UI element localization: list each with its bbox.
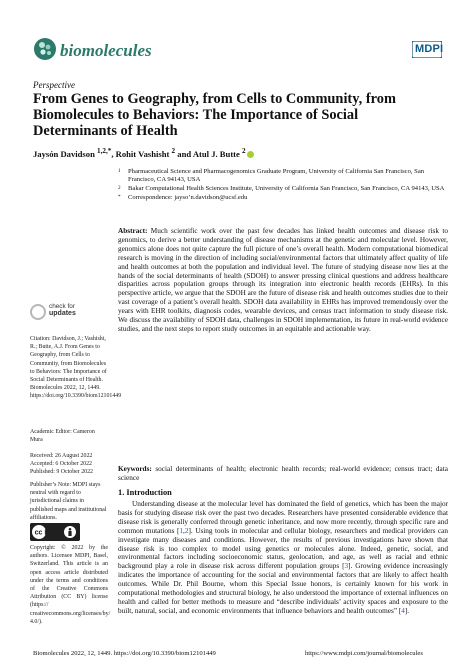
published-date: Published: 9 October 2022 bbox=[30, 469, 93, 476]
mdpi-logo-text: MDPI bbox=[415, 43, 444, 55]
publisher-note: Publisher’s Note: MDPI stays neutral with regard to jurisdictional claims in published maps and institutional affiliations. bbox=[30, 482, 107, 521]
author-affiliation-marker: 1,2, bbox=[97, 147, 108, 155]
abstract-text: Much scientific work over the past few decades has linked health outcomes and disease risk to genomics, to derive a better understanding of disease mechanisms at the genetic and molecular level. However, genomics alone does not quite capture the full picture of one’s overall health. Modern computational biomedical research is moving in the direction of including social/environmental factors that ultimately affect quality of life and health outcomes at both the population and individual level. The future of studying disease now lies at the hands of the social determinants of health (SDOH) to answer pressing clinical questions and address healthcare disparities across population groups through its integration into electronic health records (EHRs). In this perspective article, we argue that the SDOH are the future of disease risk and health outcomes studies due to their vast coverage of a patient’s overall health. SDOH data availability in EHRs has improved tremendously over the years with EHR toolkits, diagnosis codes, wearable devices, and census tract information to study disease risk. We discuss the availability of SDOH data, challenges in SDOH implementation, its future in real-world evidence studies, and the next steps to report study outcomes in an equitable and actionable way. bbox=[118, 227, 449, 333]
abstract bbox=[118, 227, 448, 334]
footer-journal-url[interactable]: https://www.mdpi.com/journal/biomolecules bbox=[305, 650, 423, 657]
paragraph-text: ]. Using tools in molecular and cellular biology, researchers and medical providers can investigate many diseases and conditions. However, the results of previous investigations have shown that disease risk is too complex to model using genetics or molecules alone. Indeed, genetic, social, and environmental factors including socioeconomic status, geolocation, and age, as well as racial and ethnic background play a role in disease risk across different population groups [ bbox=[118, 526, 448, 571]
keywords-label: Keywords: bbox=[118, 465, 152, 473]
keywords bbox=[118, 465, 448, 483]
check-for-updates-label[interactable] bbox=[49, 303, 76, 317]
paragraph-text: ]. Growing evidence increasingly indicates the importance of accounting for the social and environmental factors that are likely to affect health outcomes. While Dr. Phil Bourne, whom this Special Issue honors, is certainly known for his work in computational methodologies and structural biology, he also understood the importance of external influences on health and called for better methods to measure and “describe individuals’ activity spaces and exposure to the built, natural, social, and economic environments that influence behaviors and health outcomes” [ bbox=[118, 562, 448, 615]
paragraph-text: , bbox=[183, 526, 185, 535]
corresponding-marker: * bbox=[107, 147, 112, 155]
author-list bbox=[33, 147, 254, 159]
affiliation-row bbox=[118, 194, 448, 202]
copyright-notice: Copyright: © 2022 by the authors. Licensee MDPI, Basel, Switzerland. This article is an open access article distributed under the terms and conditions of the Creative Commons Attribution (CC BY) license (https:// creativecommons.org/licenses/by/ 4.0/). bbox=[30, 545, 111, 625]
academic-editor: Academic Editor: Cameron Mura bbox=[30, 429, 95, 444]
orcid-icon[interactable] bbox=[247, 151, 254, 158]
received-date: Received: 26 August 2022 bbox=[30, 453, 93, 459]
paragraph bbox=[118, 500, 448, 616]
citation-link[interactable]: 4 bbox=[401, 606, 405, 615]
author-affiliation-marker: 2 bbox=[242, 147, 246, 155]
author-separator: , bbox=[111, 148, 114, 159]
author-name: Jaysón Davidson bbox=[33, 148, 95, 159]
author-name: Rohit Vashisht bbox=[115, 148, 170, 159]
citation-block: Citation: Davidson, J.; Vashisht, R.; Butte, A.J. From Genes to Geography, from Cells to Community, from Biomolecules to Behaviors: The Importance of Social Determinants of Health. Biomolecules 2022, 12, 1449. https://doi.org/10.3390/biom12101449 bbox=[30, 336, 122, 400]
affiliation-row bbox=[118, 168, 448, 184]
author-affiliation-marker: 2 bbox=[171, 147, 176, 155]
author-separator: and bbox=[177, 148, 192, 159]
paragraph-text: Understanding disease at the molecular level has dominated the field of genetics, which has been the major basis for studying disease risk over the past two decades. Researchers have presented considerable evidence that disease risk is generally conferred through genetic inheritance, and now more recently, through specific rare and common mutations [ bbox=[118, 500, 448, 535]
abstract-label: Abstract: bbox=[118, 227, 148, 235]
footer-citation: Biomolecules 2022, 12, 1449. https://doi.org/10.3390/biom12101449 bbox=[33, 650, 216, 657]
article-title: From Genes to Geography, from Cells to Community, from Biomolecules to Behaviors: The Importance of Social Determinants of Health bbox=[33, 91, 396, 139]
affiliation-list bbox=[118, 168, 448, 203]
creative-commons-by-icon[interactable] bbox=[30, 523, 80, 541]
correspondence-text: Correspondence: jayso’n.davidson@ucsf.edu bbox=[128, 194, 248, 201]
check-for-updates-line: check for bbox=[49, 303, 75, 310]
paragraph-text: ]. bbox=[404, 606, 410, 615]
affiliation-number: * bbox=[118, 194, 121, 200]
citation-link[interactable]: 1 bbox=[179, 526, 184, 535]
introduction-body bbox=[118, 500, 448, 616]
affiliation-number: 1 bbox=[118, 168, 121, 174]
check-for-updates-line: updates bbox=[49, 310, 76, 317]
citation-link[interactable]: 2 bbox=[184, 526, 189, 535]
citation-link[interactable]: 3 bbox=[344, 562, 349, 571]
journal-name: biomolecules bbox=[60, 41, 152, 60]
section-title: 1. Introduction bbox=[118, 488, 172, 497]
molecule-cluster-icon bbox=[33, 37, 57, 61]
cc-logo-text: cc BY bbox=[34, 529, 55, 537]
check-for-updates-icon[interactable] bbox=[30, 304, 46, 320]
affiliation-text: Bakar Computational Health Sciences Institute, University of California San Francisco, San Francisco, CA 94143, USA bbox=[128, 185, 445, 192]
affiliation-text: Pharmaceutical Science and Pharmacogenomics Graduate Program, University of California San Francisco, San Francisco, CA 94143, USA bbox=[128, 168, 425, 183]
affiliation-row bbox=[118, 185, 448, 193]
keywords-text: social determinants of health; electronic health records; real-world evidence; census tract; data science bbox=[118, 465, 448, 482]
article-type: Perspective bbox=[33, 80, 75, 90]
affiliation-number: 2 bbox=[118, 185, 121, 191]
author-name: Atul J. Butte bbox=[192, 148, 240, 159]
accepted-date: Accepted: 6 October 2022 bbox=[30, 461, 92, 468]
publication-dates bbox=[30, 452, 108, 477]
